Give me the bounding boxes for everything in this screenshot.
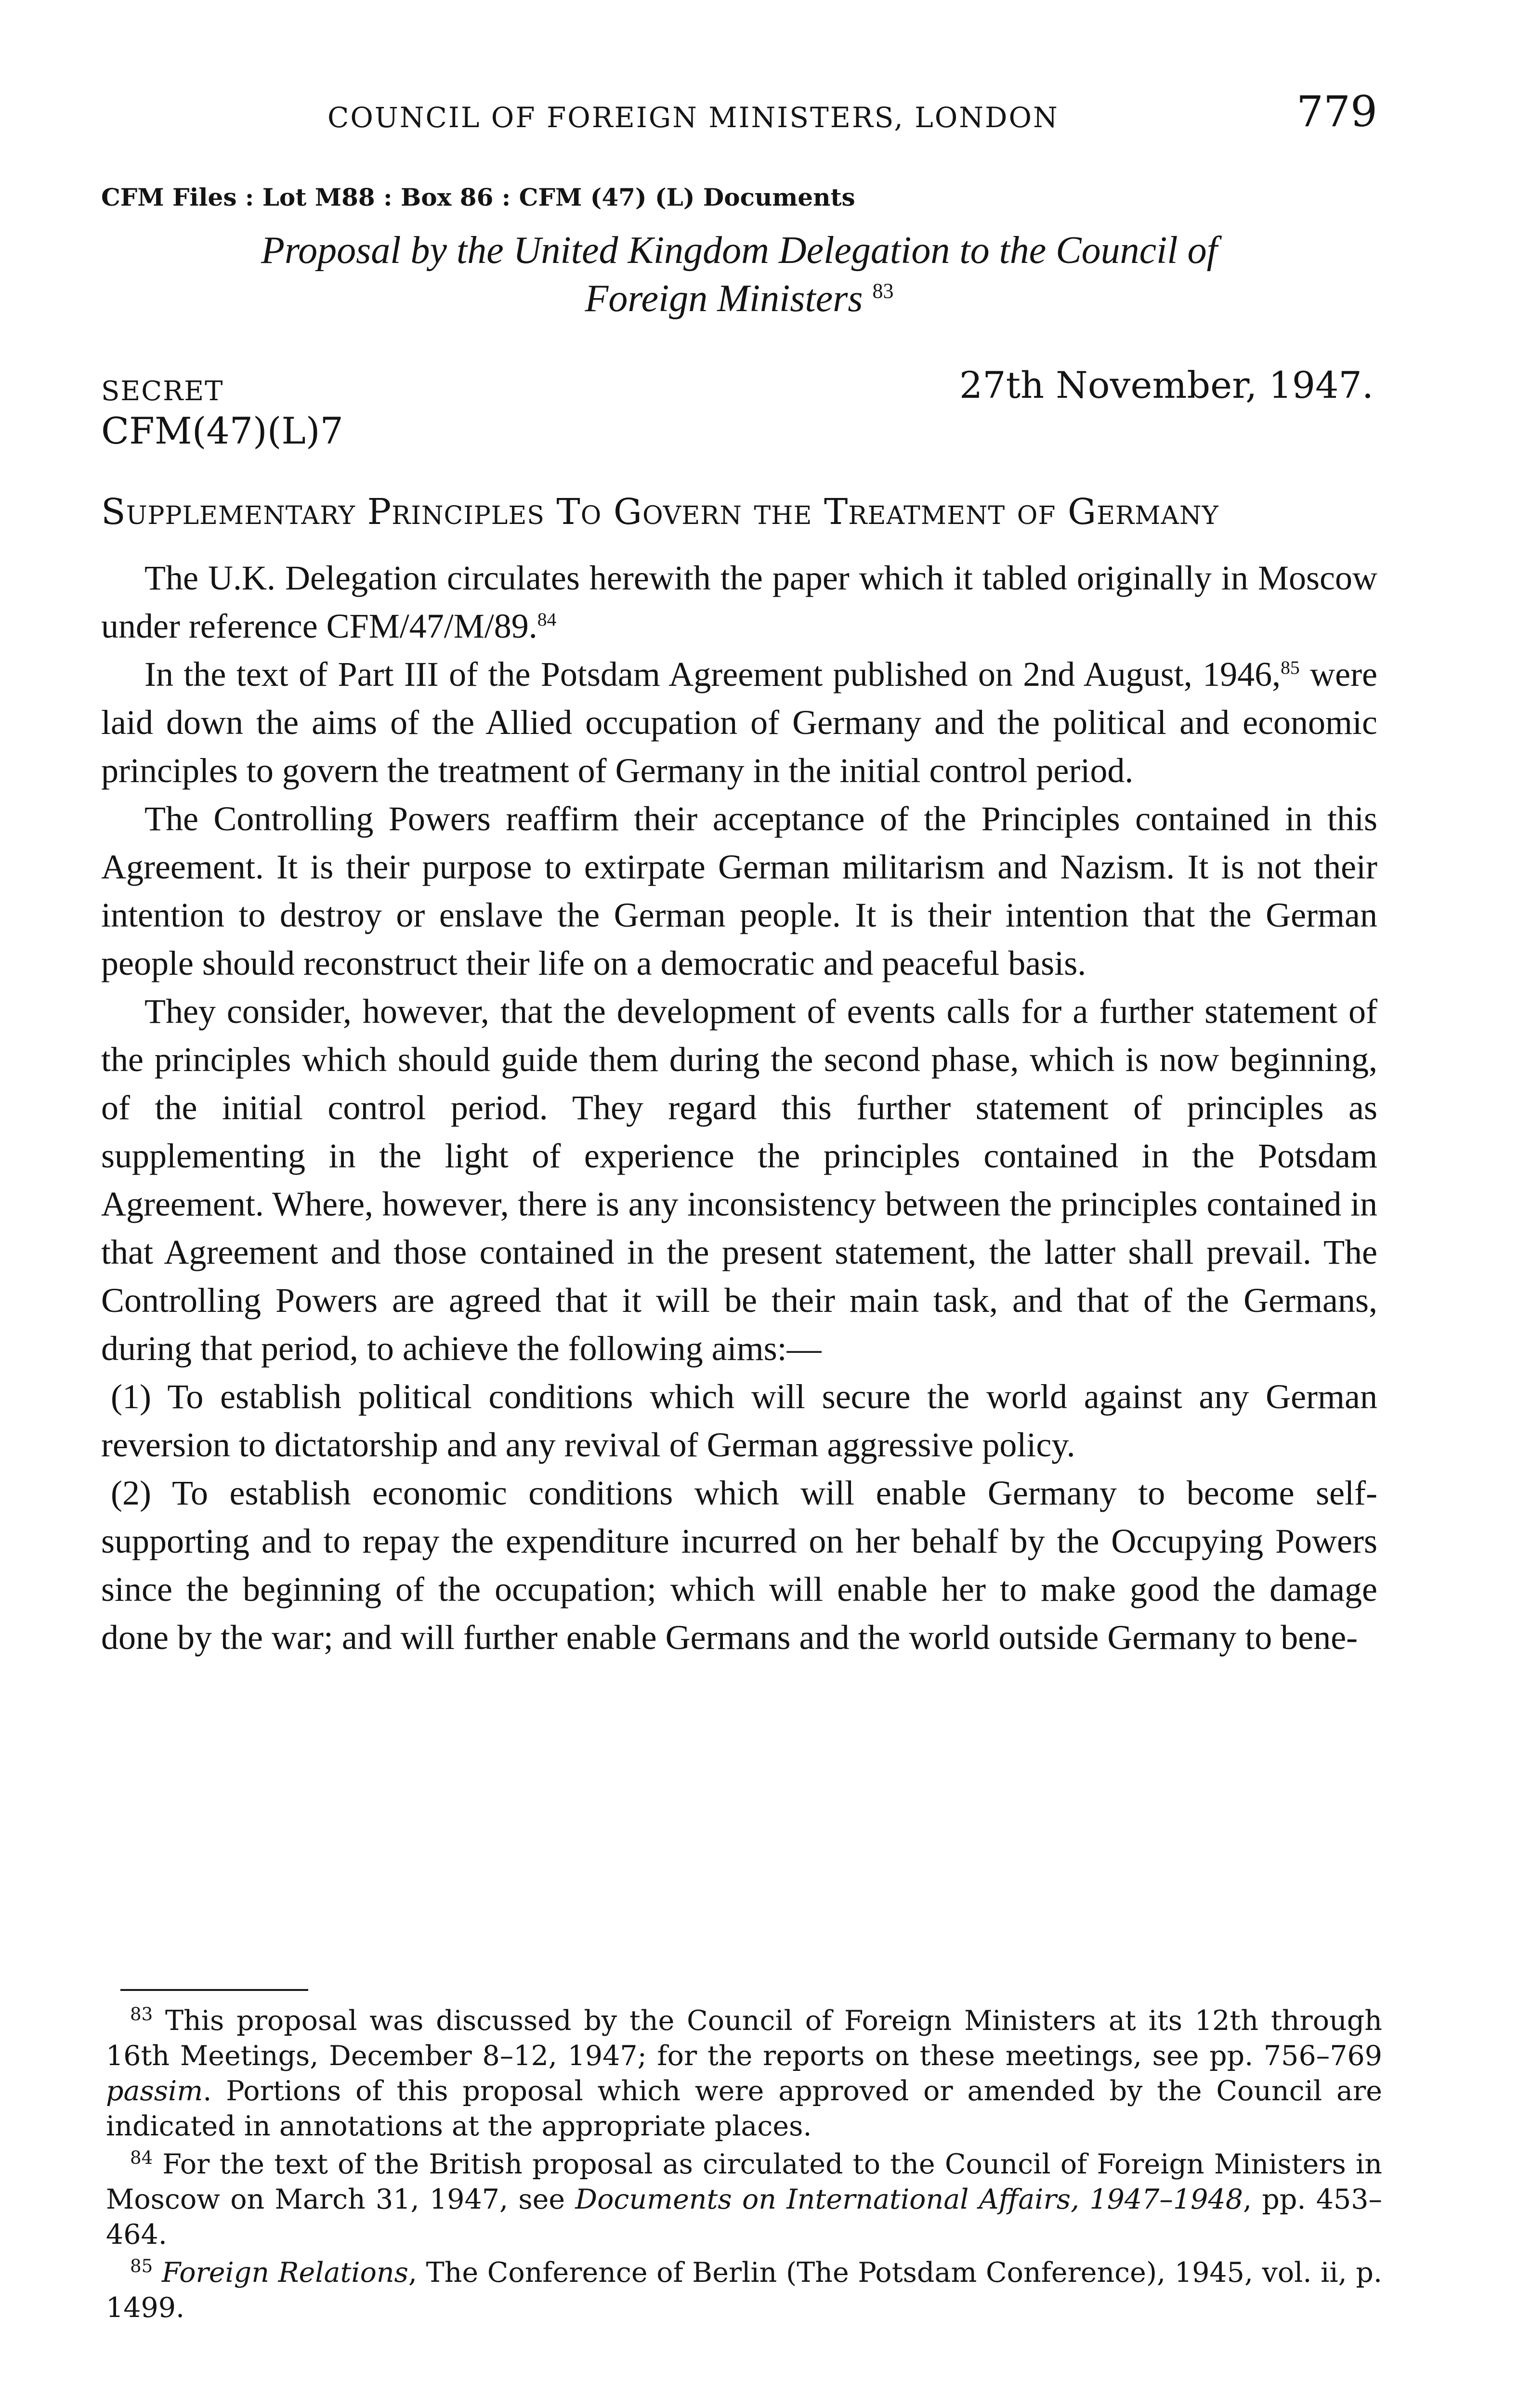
paragraph-2 — [101, 650, 1377, 795]
footnote-italic-text: Documents on International Affairs, 1947–1948 — [575, 2184, 1243, 2215]
document-reference: CFM(47)(L)7 — [101, 409, 343, 452]
footnotes — [106, 2003, 1382, 2329]
running-title: COUNCIL OF FOREIGN MINISTERS, LONDON — [327, 101, 1059, 134]
classification-label: SECRET — [101, 376, 224, 407]
footnote-italic-text: passim — [106, 2075, 203, 2107]
paragraph-3: The Controlling Powers reaffirm their acceptance of the Principles contained in this Agreement. It is their purpose to extirpate German militarism and Nazism. It is not their intention to destroy or enslave the German people. It is their intention that the German people should reconstruct their life on a democratic and peaceful basis. — [101, 799, 1377, 982]
footnote-text: For the text of the British proposal as circulated to the Council of Foreign Ministers in Moscow on March 31, 1947, see — [106, 2148, 1382, 2215]
footnote-divider — [120, 1989, 308, 1991]
document-title-line2 — [101, 275, 1377, 323]
body-text — [101, 554, 1377, 1662]
footnote-number: 85 — [130, 2256, 153, 2277]
page-number: 779 — [1296, 87, 1377, 136]
paragraph-4: They consider, however, that the development of events calls for a further statement of the principles which should guide them during the second phase, which is now beginning, of the initial control period. They regard this further statement of principles as supplementing in the light of experience the principles contained in the Potsdam Agreement. Where, however, there is any inconsistency between the principles contained in that Agreement and those contained in the present statement, the latter shall prevail. The Controlling Powers are agreed that it will be their main task, and that of the Germans, during that period, to achieve the following aims:— — [101, 992, 1377, 1368]
document-title — [101, 226, 1377, 323]
aim-item-2: (2) To establish economic conditions which will enable Germany to become self-supporting and to repay the expenditure incurred on her behalf by the Occupying Powers since the beginning of the occupation; which will enable her to make good the damage done by the war; and will further enable Germans and the world outside Germany to bene- — [101, 1474, 1377, 1657]
footnote-83 — [106, 2003, 1382, 2144]
file-reference: CFM Files : Lot M88 : Box 86 : CFM (47) (L) Documents — [101, 183, 855, 211]
footnote-ref-84: 84 — [537, 609, 557, 630]
paragraph-1-text: The U.K. Delegation circulates herewith the paper which it tabled originally in Moscow under reference CFM/47/M/89. — [101, 559, 1377, 645]
running-head — [106, 87, 1377, 144]
footnote-84 — [106, 2147, 1382, 2252]
footnote-text: . Portions of this proposal which were approved or amended by the Council are indicated in annotations at the appropriate places. — [106, 2075, 1382, 2142]
footnote-85 — [106, 2255, 1382, 2326]
footnote-number: 84 — [130, 2147, 153, 2168]
aim-item-1: (1) To establish political conditions which will secure the world against any German reversion to dictatorship and any revival of German aggressive policy. — [101, 1377, 1377, 1464]
document-title-line1: Proposal by the United Kingdom Delegation to the Council of — [261, 229, 1217, 272]
footnote-text: , The Conference of Berlin (The Potsdam Conference), 1945, vol. ii, p. 1499. — [106, 2257, 1383, 2324]
footnote-text: , pp. 453–464. — [106, 2184, 1382, 2251]
footnote-number: 83 — [130, 2004, 153, 2025]
document-date: 27th November, 1947. — [959, 364, 1374, 406]
paragraph-2-text-a: In the text of Part III of the Potsdam Agreement published on 2nd August, 1946, — [144, 655, 1281, 694]
footnote-text: This proposal was discussed by the Council of Foreign Ministers at its 12th through 16th Meetings, December 8–12, 1947; for the reports on these meetings, see pp. 756–769 — [106, 2005, 1382, 2072]
footnote-ref-85: 85 — [1281, 657, 1300, 678]
title-footnote-mark: 83 — [872, 279, 894, 303]
document-title-line2-text: Foreign Ministers — [585, 277, 863, 320]
paragraph-1 — [101, 554, 1377, 650]
footnote-italic-text: Foreign Relations — [161, 2257, 408, 2289]
section-heading: Supplementary Principles To Govern the Treatment of Germany — [101, 491, 1219, 533]
paragraph-2-text-b: were laid down the aims of the Allied occupation of Germany and the political and economic principles to govern the treatment of Germany in the initial control period. — [101, 655, 1377, 790]
